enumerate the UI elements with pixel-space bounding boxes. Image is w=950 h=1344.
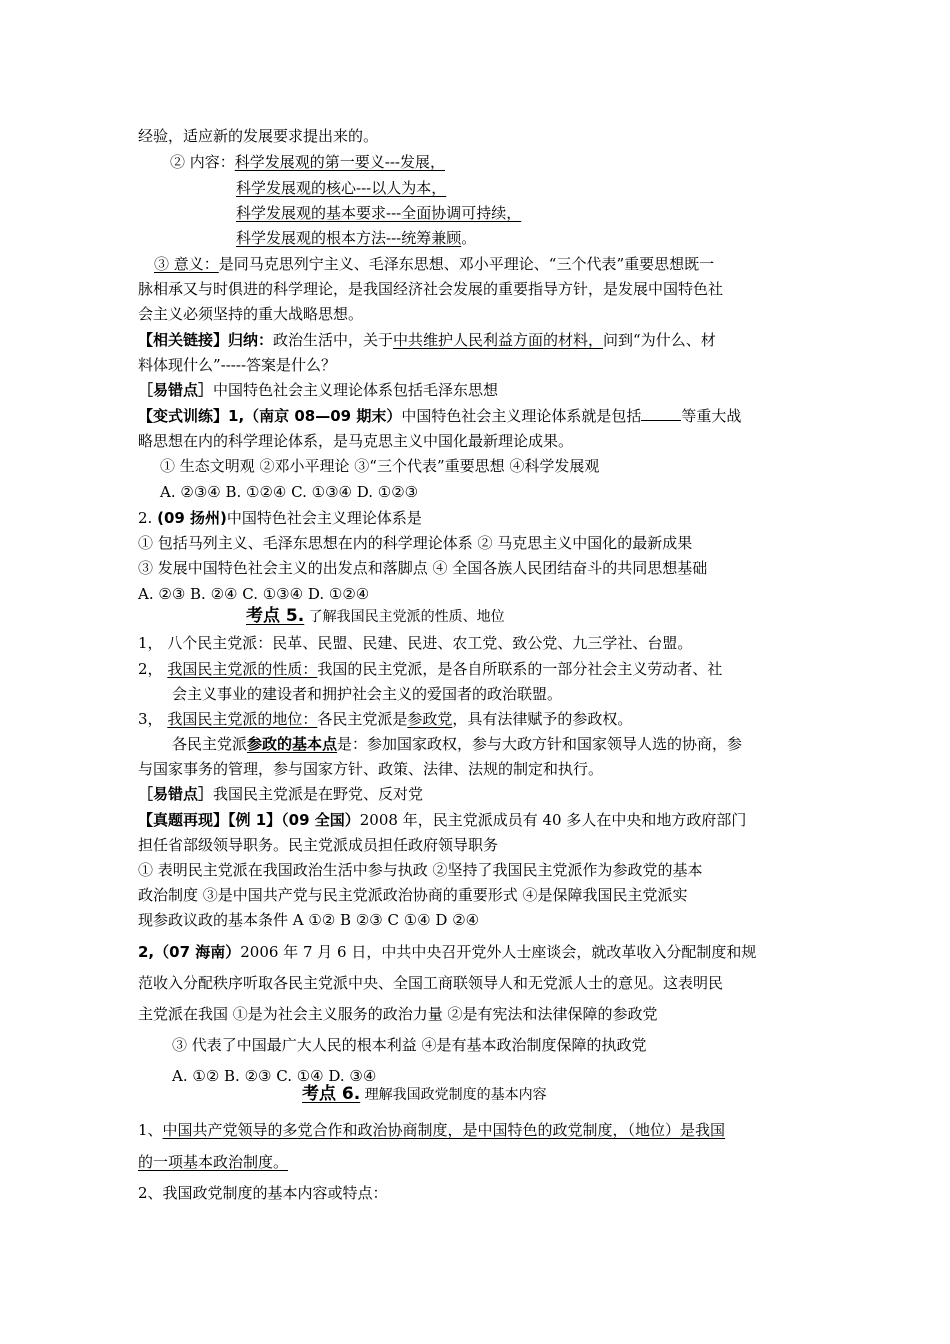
text-line: 1、中国共产党领导的多党合作和政治协商制度，是中国特色的政党制度，（地位）是我国 [138,1121,726,1139]
text-line: 会主义事业的建设者和拥护社会主义的爱国者的政治联盟。 [172,685,563,703]
text-line: 2、我国政党制度的基本内容或特点： [138,1184,388,1202]
text-line: 1， 八个民主党派：民革、民盟、民建、民进、农工党、致公党、九三学社、台盟。 [138,634,693,652]
text-line: 料体现什么”-----答案是什么？ [138,356,337,374]
text-line: 略思想在内的科学理论体系，是马克思主义中国化最新理论成果。 [138,432,574,450]
options-line: ① 包括马列主义、毛泽东思想在内的科学理论体系 ② 马克思主义中国化的最新成果 [138,534,693,552]
content-line: 科学发展观的基本要求---全面协调可持续， [236,204,522,222]
text-line: 与国家事务的管理，参与国家方针、政策、法律、法规的制定和执行。 [138,760,604,778]
options-line: ③ 发展中国特色社会主义的出发点和落脚点 ④ 全国各族人民团结奋斗的共同思想基础 [138,559,708,577]
significance-line: ③ 意义：是同马克思列宁主义、毛泽东思想、邓小平理论、“三个代表”重要思想既一 [154,255,715,273]
text-line: 的一项基本政治制度。 [138,1153,289,1171]
options-line: ① 生态文明观 ②邓小平理论 ③“三个代表”重要思想 ④科学发展观 [160,457,600,475]
content-line: 科学发展观的根本方法---统筹兼顾。 [236,229,477,247]
error-prone-line: ［易错点］中国特色社会主义理论体系包括毛泽东思想 [138,381,499,399]
text-line: 会主义必须坚持的重大战略思想。 [138,305,364,323]
text-line: 担任省部级领导职务。民主党派成员担任政府领导职务 [138,836,499,854]
choices-line: A. ②③ B. ②④ C. ①③④ D. ①②④ [138,585,370,603]
options-line: 政治制度 ③是中国共产党与民主党派政治协商的重要形式 ④是保障我国民主党派实 [138,886,688,904]
options-line: 主党派在我国 ①是为社会主义服务的政治力量 ②是有宪法和法律保障的参政党 [138,1005,658,1023]
choices-line: A. ②③④ B. ①②④ C. ①③④ D. ①②③ [160,483,419,501]
error-prone-line: ［易错点］我国民主党派是在野党、反对党 [138,785,424,803]
text-line: 脉相承又与时俱进的科学理论，是我国经济社会发展的重要指导方针，是发展中国特色社 [138,280,724,298]
text-line: 各民主党派参政的基本点是：参加国家政权，参与大政方针和国家领导人选的协商，参 [172,735,743,753]
training-question-1: 【变式训练】1,（南京 08—09 期末）中国特色社会主义理论体系就是包括 等重大战 [138,407,742,425]
related-link-line: 【相关链接】归纳：政治生活中，关于中共维护人民利益方面的材料，问到“为什么、材 [138,331,716,349]
text-line: 3， 我国民主党派的地位：各民主党派是参政党，具有法律赋予的参政权。 [138,710,633,728]
answer-blank [641,406,681,421]
section-heading-6: 考点 6. 理解我国政党制度的基本内容 [302,1084,547,1104]
section-heading-5: 考点 5. 了解我国民主党派的性质、地位 [246,606,505,626]
text-line: 经验，适应新的发展要求提出来的。 [138,127,379,145]
content-line: ② 内容：科学发展观的第一要义---发展， [170,153,445,171]
options-line: ① 表明民主党派在我国政治生活中参与执政 ②坚持了我国民主党派作为参政党的基本 [138,861,703,879]
exam-example-2: 2,（07 海南）2006 年 7 月 6 日，中共中央召开党外人士座谈会，就改革收入分配制度和规 [138,943,757,961]
choices-line: A. ①② B. ②③ C. ①④ D. ③④ [172,1067,377,1085]
options-line: ③ 代表了中国最广大人民的根本利益 ④是有基本政治制度保障的执政党 [172,1036,647,1054]
exam-example-1: 【真题再现】【例 1】（09 全国）2008 年，民主党派成员有 40 多人在中央和地方政府部门 [138,811,747,829]
options-line: 现参政议政的基本条件 A ①② B ②③ C ①④ D ②④ [138,911,480,929]
text-line: 范收入分配秩序听取各民主党派中央、全国工商联领导人和无党派人士的意见。这表明民 [138,974,724,992]
text-line: 2， 我国民主党派的性质：我国的民主党派，是各自所联系的一部分社会主义劳动者、社 [138,660,723,678]
content-line: 科学发展观的核心---以人为本， [236,179,447,197]
training-question-2: 2. (09 扬州)中国特色社会主义理论体系是 [138,509,422,527]
